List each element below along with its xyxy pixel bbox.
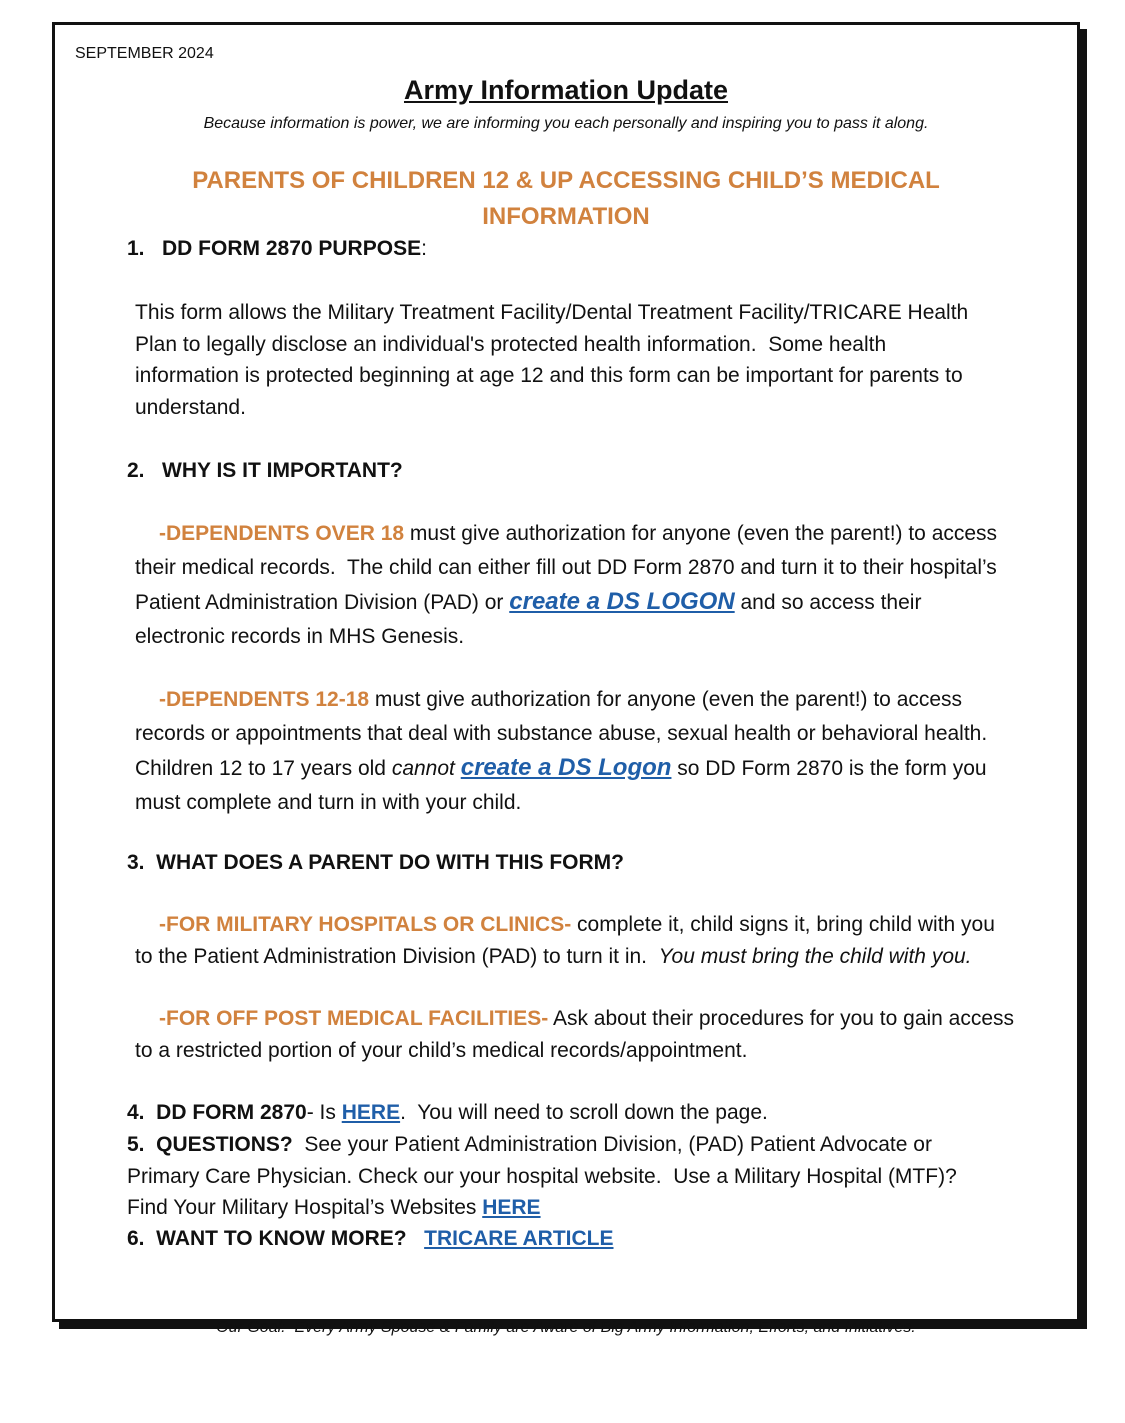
create-ds-logon-link[interactable]: create a DS LOGON [509,588,735,615]
section-6-heading: 6. WANT TO KNOW MORE? [127,1227,407,1250]
section-2-paragraph-1-text-a: must give authorization for anyone (even the parent!) to access their medical records. The child can either fill out DD Form 2870 and turn it to their hospital’s Patient Administration Division (PAD) or [135,522,998,614]
section-3-paragraph-2-text: Ask about their procedures for you to gain access to a restricted portion of your child’s medical records/appointment. [135,1007,1015,1062]
section-2-paragraph-1 [135,517,1015,654]
section-4 [127,1097,1027,1129]
section-2-paragraph-1-text-b: and so access their electronic records in MHS Genesis. [135,591,922,648]
dependents-over-18-label: -DEPENDENTS OVER 18 [159,522,405,545]
section-2-paragraph-2 [135,683,1015,820]
tricare-article-link[interactable]: TRICARE ARTICLE [424,1227,614,1250]
page-title: Army Information Update [403,75,729,105]
hospital-websites-link[interactable]: HERE [482,1196,541,1219]
section-2-paragraph-2-text-a: must give authorization for anyone (even the parent!) to access records or appointments that deal with substance abuse, sexual health or behavioral health. Children 12 to 17 years old [135,688,994,780]
section-2-heading: 2. WHY IS IT IMPORTANT? [127,459,403,482]
section-5-text: See your Patient Administration Division, (PAD) Patient Advocate or Primary Care Physician. Check our your hospital website. Use a Military Hospital (MTF)? Find Your Military Hospital’s Websites [127,1133,963,1219]
cannot-emphasis: cannot [391,757,455,780]
section-3-heading: 3. WHAT DOES A PARENT DO WITH THIS FORM? [127,851,624,874]
issue-date: SEPTEMBER 2024 [75,45,214,62]
section-4-heading: 4. DD FORM 2870 [127,1101,307,1124]
dependents-12-18-label: -DEPENDENTS 12-18 [159,688,370,711]
section-3-paragraph-1 [135,909,1015,972]
tagline: Because information is power, we are informing you each personally and inspiring you to pass it along. [203,115,929,132]
headline-line-2: INFORMATION [482,203,650,230]
section-4-text-b: . You will need to scroll down the page. [400,1101,768,1124]
document-page [52,22,1080,1336]
section-3-paragraph-2 [135,1003,1015,1066]
section-3-paragraph-1-text: complete it, child signs it, bring child with you to the Patient Administration Division (PAD) to turn it in. [135,913,995,968]
bring-child-note: You must bring the child with you. [658,944,972,968]
section-1-body: This form allows the Military Treatment Facility/Dental Treatment Facility/TRICARE Health Plan to legally disclose an individual's protected health information. Some health information is protected beginning at age 12 and this form can be important for parents to understand. [135,301,969,419]
create-ds-logon-link-2[interactable]: create a DS Logon [460,754,672,781]
military-hospitals-label: -FOR MILITARY HOSPITALS OR CLINICS- [159,913,572,936]
headline-line-1: PARENTS OF CHILDREN 12 & UP ACCESSING CHILD’S MEDICAL [192,167,940,194]
section-1-colon: : [421,237,427,260]
section-6 [127,1223,1027,1255]
section-5 [127,1129,1007,1224]
section-5-heading: 5. QUESTIONS? [127,1133,293,1156]
section-1-heading [127,237,427,261]
section-2-paragraph-2-text-b: so DD Form 2870 is the form you must complete and turn in with your child. [135,757,987,814]
footer-goal: Our Goal: Every Army Spouse & Family are Aware of Big Army Information, Efforts, and Initiatives. [216,1319,916,1336]
off-post-facilities-label: -FOR OFF POST MEDICAL FACILITIES- [159,1007,549,1030]
section-1-title: 1. DD FORM 2870 PURPOSE [127,237,422,260]
section-4-text-a: - Is [306,1101,342,1124]
headline [55,163,1077,235]
dd-form-2870-link[interactable]: HERE [341,1101,401,1124]
